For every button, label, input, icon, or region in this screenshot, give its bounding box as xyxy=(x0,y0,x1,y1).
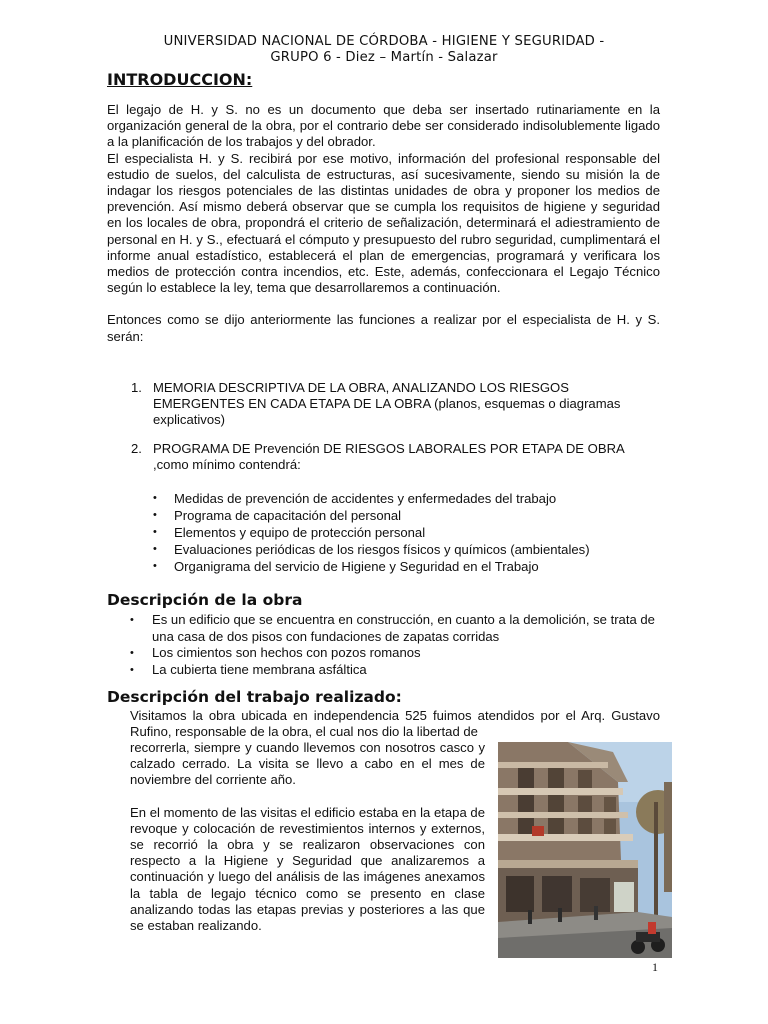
list-item: • Organigrama del servicio de Higiene y Seguridad en el Trabajo xyxy=(153,558,673,575)
page-number: 1 xyxy=(652,960,658,974)
header-line-2: GRUPO 6 - Diez – Martín - Salazar xyxy=(270,50,498,65)
list-item: • Evaluaciones periódicas de los riesgos físicos y químicos (ambientales) xyxy=(153,541,673,558)
intro-paragraph-1: El legajo de H. y S. no es un documento que deba ser insertado rutinariamente en la organización general de la obra, por el contrario debe ser considerado indisolublemente ligado a la planificación de los trabajos y del obrador. xyxy=(107,102,660,150)
trabajo-text-column xyxy=(130,740,485,934)
item-number: 1. xyxy=(131,380,142,395)
intro-paragraph-2: El especialista H. y S. recibirá por ese motivo, información del profesional responsable del estudio de suelos, del calculista de estructuras, así sucesivamente, siendo su misión la de indagar los riesgos potenciales de las distintas unidades de obra y proponer los medios de prevención. Así mismo deberá observar que se cumpla los requisitos de higiene y seguridad en los locales de obra, propondrá el criterio de señalización, determinará el adiestramiento de personal en H. y S., efectuará el cómputo y presupuesto del rubro seguridad, cumplimentará el informe anual estadístico, establecerá el plan de emergencias, programará y verificara los medios de protección contra incendios, etc. Este, además, confeccionara el Legajo Técnico según lo establece la ley, tema que desarrollaremos a continuación. xyxy=(107,150,660,296)
item-rest-text: ,como mínimo contendrá: xyxy=(153,456,301,472)
intro-section xyxy=(107,102,660,345)
list-item: • Los cimientos son hechos con pozos romanos xyxy=(130,645,665,662)
list-item: • Programa de capacitación del personal xyxy=(153,507,673,524)
program-bullet-list xyxy=(153,490,673,575)
obra-bullet-list xyxy=(130,612,665,678)
list-item: • Es un edificio que se encuentra en construcción, en cuanto a la demolición, se trata de una casa de dos pisos con fundaciones de zapatas corridas xyxy=(130,612,665,645)
building-photo-illustration xyxy=(498,742,672,958)
intro-paragraph-3: Entonces como se dijo anteriormente las funciones a realizar por el especialista de H. y S. serán: xyxy=(107,312,660,344)
intro-heading: INTRODUCCION: xyxy=(107,70,253,89)
page-header xyxy=(0,34,768,66)
numbered-item xyxy=(107,380,660,429)
trabajo-paragraph-1-end: recorrerla, siempre y cuando llevemos con nosotros casco y calzado cerrado. La visita se llevo a cabo en el mes de noviembre del corriente año. xyxy=(130,740,485,788)
construction-site-photo xyxy=(498,742,672,958)
item-rest-text: (planos, esquemas o diagramas explicativos) xyxy=(153,396,621,428)
numbered-item xyxy=(107,441,660,473)
item-caps-text: MEMORIA DESCRIPTIVA DE LA OBRA, ANALIZANDO LOS RIESGOS EMERGENTES EN CADA ETAPA DE LA OBRA xyxy=(153,380,569,412)
list-item: • Medidas de prevención de accidentes y enfermedades del trabajo xyxy=(153,490,673,507)
header-line-1: UNIVERSIDAD NACIONAL DE CÓRDOBA - HIGIENE Y SEGURIDAD - xyxy=(163,34,605,49)
functions-numbered-list xyxy=(107,380,660,485)
list-item: • La cubierta tiene membrana asfáltica xyxy=(130,662,665,679)
list-item: • Elementos y equipo de protección personal xyxy=(153,524,673,541)
descripcion-trabajo-heading: Descripción del trabajo realizado: xyxy=(107,688,402,706)
trabajo-paragraph-2: En el momento de las visitas el edificio estaba en la etapa de revoque y colocación de revestimientos internos y externos, se recorrió la obra y se realizaron observaciones con respecto a la Higiene y Seguridad que analizaremos a continuación y luego del análisis de las imágenes anexamos la tabla de legajo técnico como se presento en clase analizando todas las etapas previas y posteriores a las que se estaban realizando. xyxy=(130,804,485,934)
item-number: 2. xyxy=(131,440,142,456)
item-caps-text: PROGRAMA DE Prevención DE RIESGOS LABORALES POR ETAPA DE OBRA xyxy=(153,440,625,456)
descripcion-obra-heading: Descripción de la obra xyxy=(107,591,303,609)
trabajo-paragraph-1-start: Visitamos la obra ubicada en independencia 525 fuimos atendidos por el Arq. Gustavo Rufino, responsable de la obra, el cual nos dio la libertad de xyxy=(130,708,660,740)
